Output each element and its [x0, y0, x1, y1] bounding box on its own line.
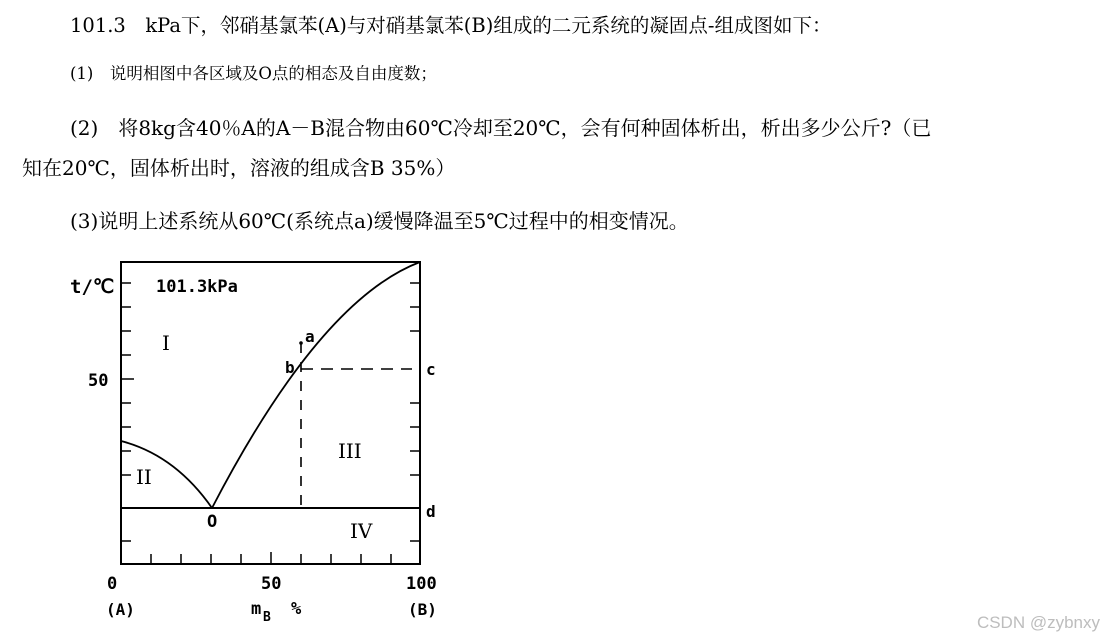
point-label-c: c	[426, 360, 436, 379]
watermark: CSDN @zybnxy	[976, 613, 1100, 632]
point-label-d: d	[426, 502, 436, 521]
region-label-1: I	[162, 331, 170, 355]
point-label-o: O	[207, 512, 218, 532]
y-axis-label: t/℃	[70, 276, 115, 298]
y-tick-50: 50	[88, 371, 109, 391]
x-axis-unit: %	[291, 599, 302, 619]
point-label-a: a	[305, 327, 315, 346]
pressure-label: 101.3kPa	[156, 277, 238, 297]
x-end-label-a: (A)	[106, 600, 135, 619]
question-part-3: (3)说明上述系统从60℃(系统点a)缓慢降温至5℃过程中的相变情况。	[70, 209, 689, 233]
region-label-3: III	[338, 439, 362, 463]
region-label-2: II	[136, 465, 152, 489]
x-tick-50: 50	[261, 574, 282, 594]
x-axis-label: m	[251, 599, 262, 619]
point-a-marker	[299, 341, 303, 345]
phase-diagram	[0, 240, 520, 635]
point-label-b: b	[285, 358, 295, 377]
region-label-4: IV	[350, 519, 373, 543]
question-part-2-line-2: 知在20℃，固体析出时，溶液的组成含B 35%）	[22, 156, 456, 180]
question-part-2-line-1: (2) 将8kg含40％A的A－B混合物由60℃冷却至20℃，会有何种固体析出，析出多少公斤?（已	[70, 116, 932, 140]
x-end-label-b: (B)	[408, 600, 437, 619]
liquidus-curve-a	[121, 441, 212, 508]
question-part-1: (1) 说明相图中各区域及O点的相态及自由度数；	[70, 64, 437, 83]
x-tick-100: 100	[406, 574, 437, 594]
liquidus-curve-b	[212, 262, 420, 508]
x-tick-0: 0	[107, 574, 118, 594]
plot-frame	[121, 262, 420, 564]
x-axis-subscript: B	[263, 610, 271, 625]
question-title: 101.3 kPa下，邻硝基氯苯(A)与对硝基氯苯(B)组成的二元系统的凝固点-组成图如下：	[70, 14, 832, 37]
y-axis-ticks	[121, 283, 420, 541]
x-axis-ticks	[151, 552, 391, 564]
